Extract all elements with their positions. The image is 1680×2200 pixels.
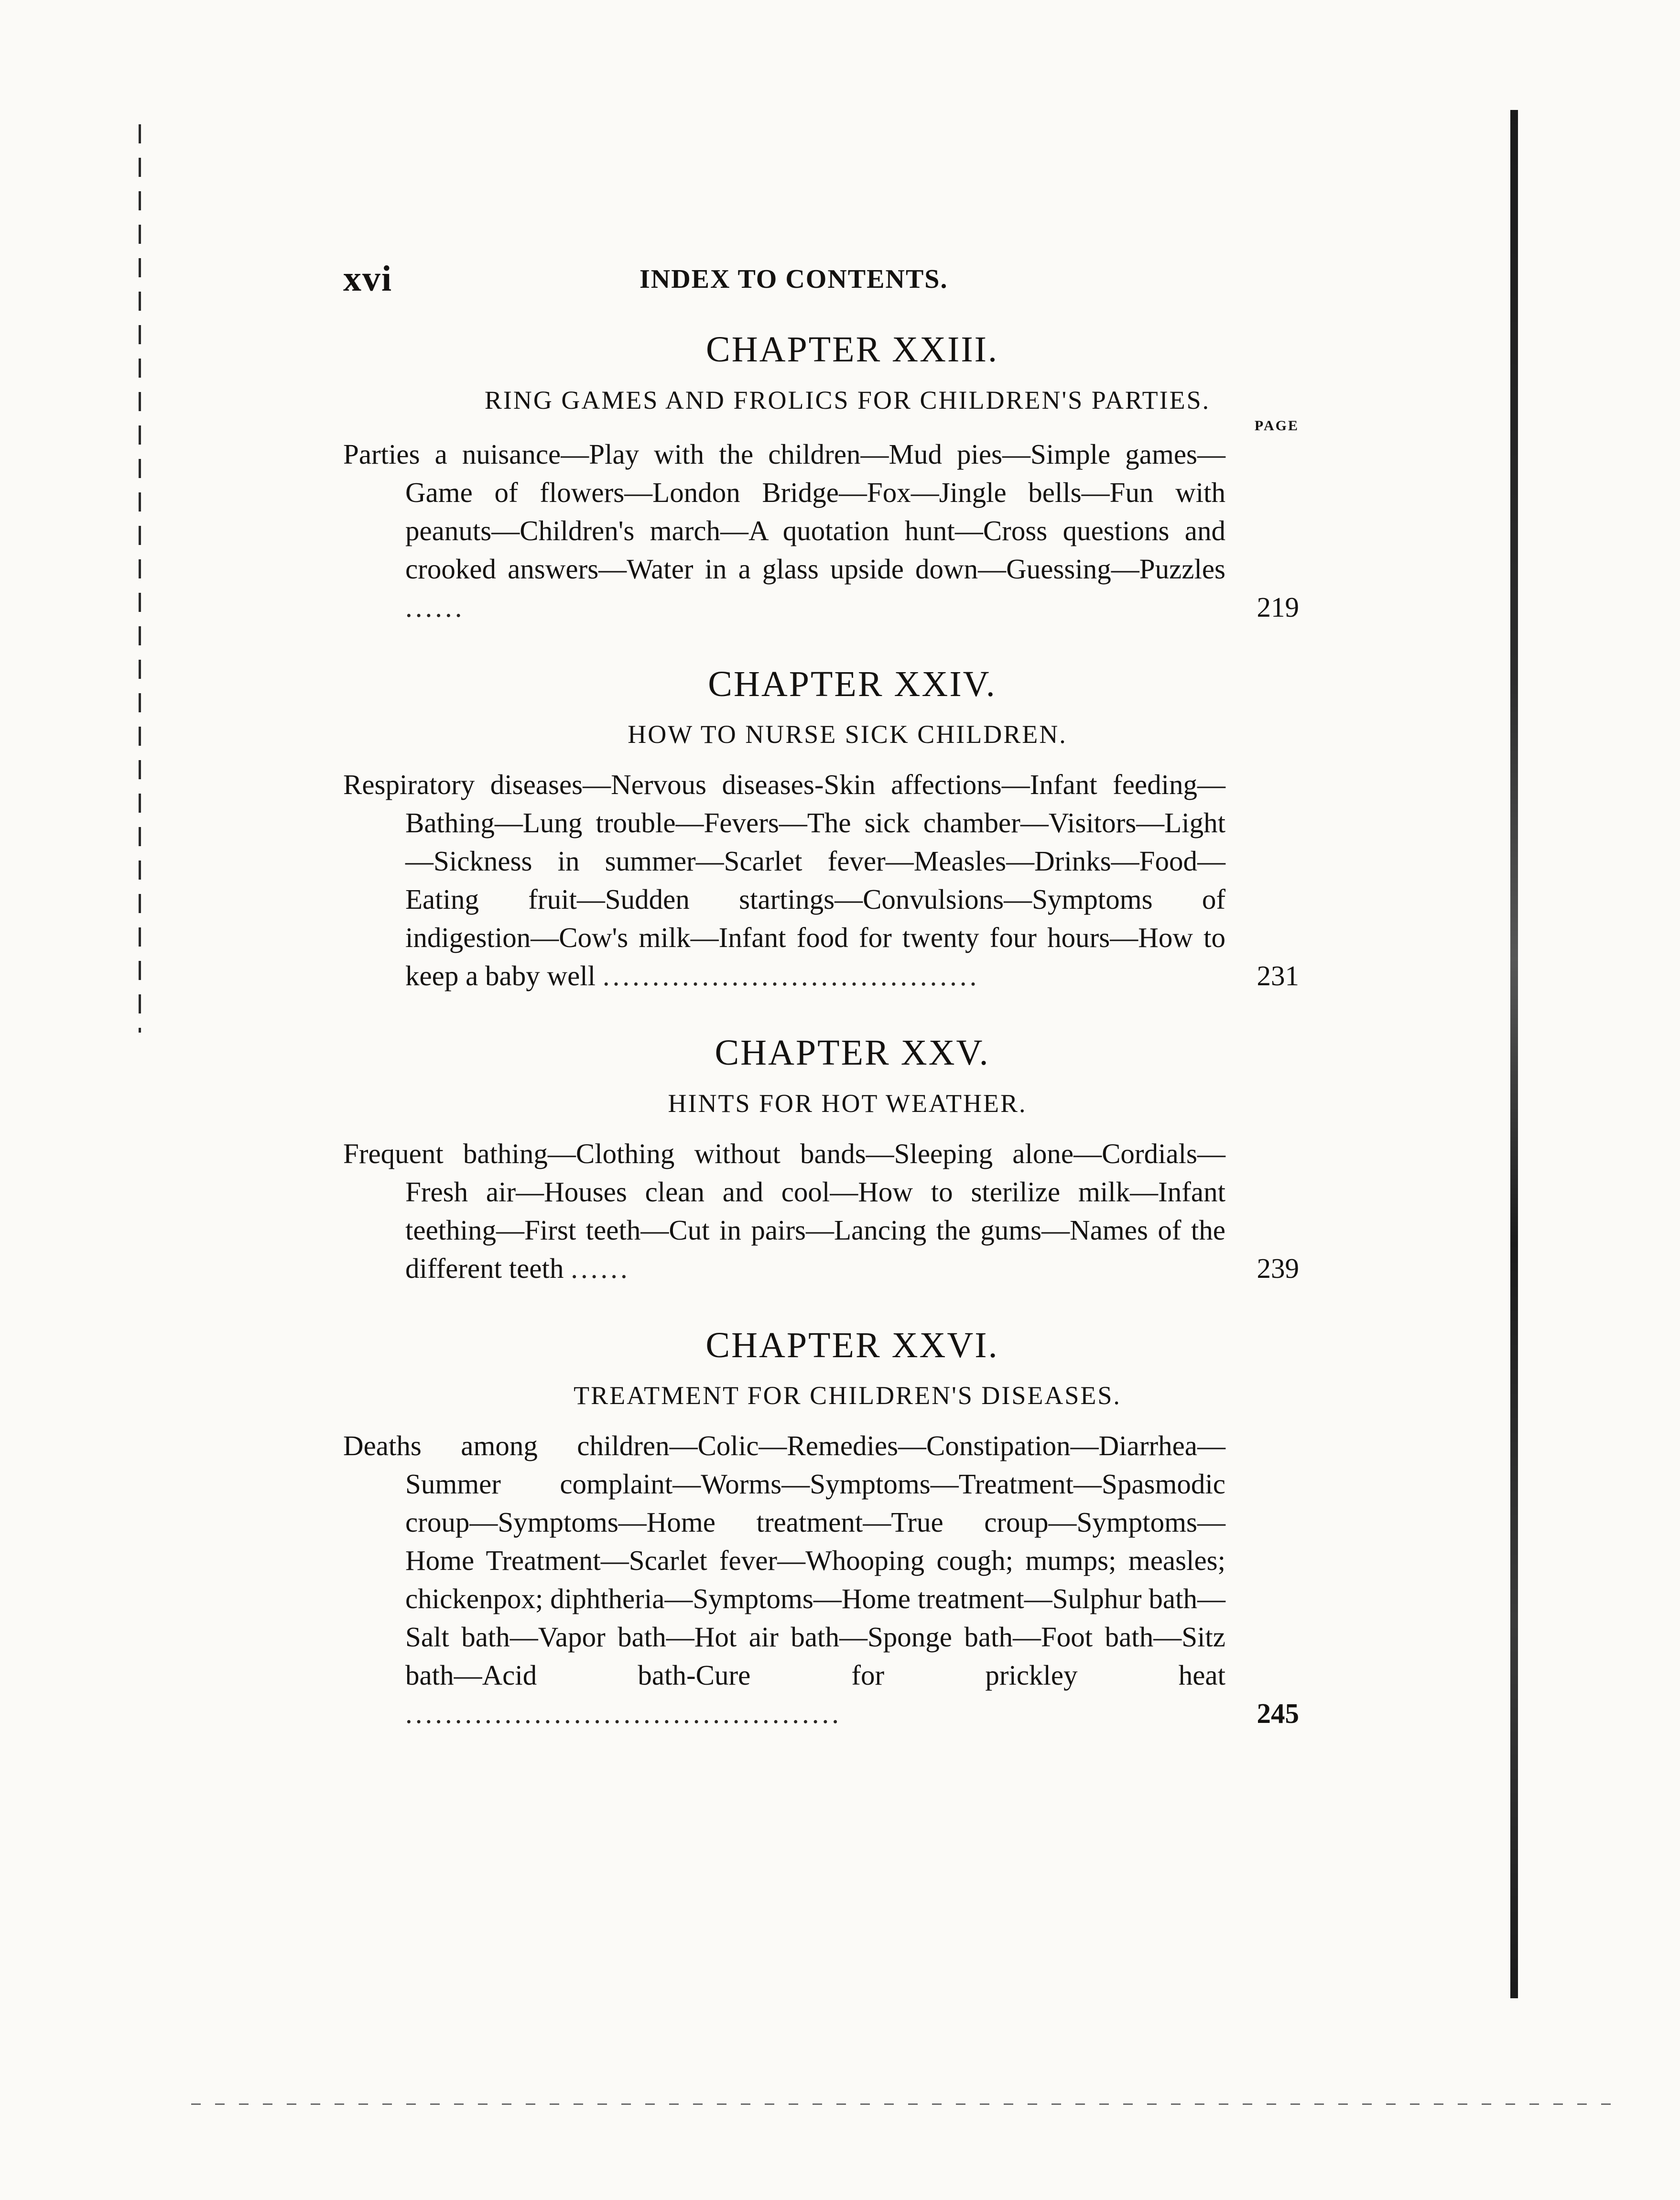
chapter-heading: CHAPTER XXV. xyxy=(715,1033,990,1073)
chapter-section xyxy=(343,664,1299,995)
left-margin-scan-artifact xyxy=(139,124,141,1033)
running-head xyxy=(343,258,1299,311)
entry-topics: Respiratory diseases—Nervous diseases-Skin affections—Infant feeding—Bathing—Lung trouble—Fevers—The sick chamber—Visitors—Light—Sickness in summer—Scarlet fever—Measles—Drinks—Food—Eating fruit—Sudden startings—Convulsions—Symptoms of indigestion—Cow's milk—Infant food for twenty four hours—How to keep a baby well xyxy=(343,769,1225,992)
entry-topics: Frequent bathing—Clothing without bands—Sleeping alone—Cordials—Fresh air—Houses clean and cool—How to sterilize milk—Infant teething—First teeth—Cut in pairs—Lancing the gums—Names of the different teeth xyxy=(343,1137,1225,1284)
chapter-entry xyxy=(343,765,1299,995)
entry-topics: Deaths among children—Colic—Remedies—Constipation—Diarrhea—Summer complaint—Worms—Symptoms—Treatment—Spasmodic croup—Symptoms—Home treatment—True croup—Symptoms—Home Treatment—Scarlet fever—Whooping cough; mumps; measles; chickenpox; diphtheria—Symptoms—Home treatment—Sulphur bath—Salt bath—Vapor bath—Hot air bath—Sponge bath—Foot bath—Sitz bath—Acid bath-Cure for prickley heat xyxy=(343,1430,1225,1691)
dot-leader: ............................................ xyxy=(405,1698,842,1730)
chapter-section xyxy=(343,330,1299,626)
chapter-entry-text xyxy=(343,435,1225,626)
chapter-subtitle: RING GAMES AND FROLICS FOR CHILDREN'S PARTIES. xyxy=(484,385,1211,414)
chapter-subtitle: HOW TO NURSE SICK CHILDREN. xyxy=(628,720,1067,749)
chapter-section xyxy=(343,1033,1299,1287)
dot-leader: ...... xyxy=(571,1252,630,1284)
dot-leader: ...... xyxy=(405,591,465,623)
chapter-entry xyxy=(343,1134,1299,1287)
entry-topics: Parties a nuisance—Play with the children—Mud pies—Simple games—Game of flowers—London Bridge—Fox—Jingle bells—Fun with peanuts—Children's march—A quotation hunt—Cross questions and crooked answers—Water in a glass upside down—Guessing—Puzzles xyxy=(343,438,1225,585)
chapter-entry-text xyxy=(343,1427,1225,1732)
bottom-scan-artifact xyxy=(191,2103,1625,2105)
chapter-page-number: 219 xyxy=(1257,591,1299,623)
chapter-heading: CHAPTER XXIV. xyxy=(708,664,997,704)
binding-edge-shadow xyxy=(1510,110,1518,1998)
running-title: INDEX TO CONTENTS. xyxy=(639,264,948,294)
chapter-entry xyxy=(343,1427,1299,1732)
page-number: xvi xyxy=(343,259,393,299)
chapter-page-number: 239 xyxy=(1257,1252,1299,1284)
dot-leader: ...................................... xyxy=(602,960,980,992)
page-column-label: PAGE xyxy=(1254,417,1299,434)
chapter-heading: CHAPTER XXVI. xyxy=(705,1325,999,1365)
chapter-entry xyxy=(343,435,1299,626)
chapter-heading: CHAPTER XXIII. xyxy=(706,329,998,370)
index-page xyxy=(343,258,1299,1732)
chapter-entry-text xyxy=(343,1134,1225,1287)
chapter-entry-text xyxy=(343,765,1225,995)
chapter-subtitle: TREATMENT FOR CHILDREN'S DISEASES. xyxy=(574,1381,1121,1410)
chapter-section xyxy=(343,1326,1299,1733)
chapter-page-number: 245 xyxy=(1257,1698,1299,1730)
chapter-subtitle: HINTS FOR HOT WEATHER. xyxy=(668,1089,1027,1118)
chapter-page-number: 231 xyxy=(1257,960,1299,992)
